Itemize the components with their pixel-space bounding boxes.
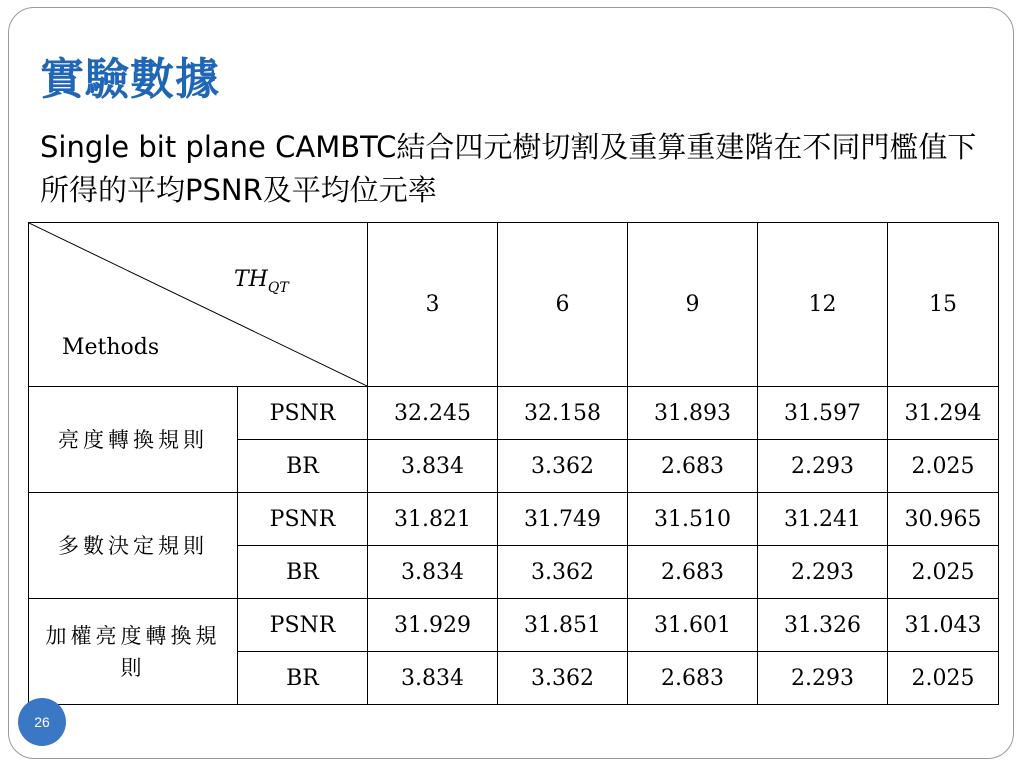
method-name: 加權亮度轉換規則 xyxy=(29,599,238,705)
value-cell: 2.293 xyxy=(758,546,888,599)
column-header: 12 xyxy=(758,223,888,387)
value-cell: 31.851 xyxy=(498,599,628,652)
value-cell: 2.025 xyxy=(888,546,999,599)
diagonal-divider xyxy=(29,223,367,386)
value-cell: 3.834 xyxy=(368,652,498,705)
value-cell: 31.510 xyxy=(628,493,758,546)
methods-axis-label: Methods xyxy=(62,335,160,360)
corner-header-cell xyxy=(29,223,368,387)
value-cell: 31.601 xyxy=(628,599,758,652)
threshold-axis-label: $TH_{QT}$ xyxy=(234,267,289,296)
table-row xyxy=(29,599,999,652)
table-row xyxy=(29,387,999,440)
results-table xyxy=(28,222,999,705)
value-cell: 3.362 xyxy=(498,440,628,493)
value-cell: 3.834 xyxy=(368,440,498,493)
slide-subtitle: Single bit plane CAMBTC結合四元樹切割及重算重建階在不同門檻值下所得的平均PSNR及平均位元率 xyxy=(40,130,977,207)
column-header: 15 xyxy=(888,223,999,387)
metric-name: PSNR xyxy=(238,599,368,652)
value-cell: 3.362 xyxy=(498,546,628,599)
metric-name: BR xyxy=(238,546,368,599)
value-cell: 31.893 xyxy=(628,387,758,440)
value-cell: 31.294 xyxy=(888,387,999,440)
value-cell: 2.025 xyxy=(888,440,999,493)
value-cell: 31.597 xyxy=(758,387,888,440)
value-cell: 31.043 xyxy=(888,599,999,652)
value-cell: 31.749 xyxy=(498,493,628,546)
value-cell: 3.834 xyxy=(368,546,498,599)
value-cell: 32.158 xyxy=(498,387,628,440)
value-cell: 31.821 xyxy=(368,493,498,546)
slide-title: 實驗數據 xyxy=(40,54,220,105)
value-cell: 2.683 xyxy=(628,546,758,599)
table-header-row xyxy=(29,223,999,387)
method-name: 多數決定規則 xyxy=(29,493,238,599)
column-header: 3 xyxy=(368,223,498,387)
metric-name: BR xyxy=(238,652,368,705)
value-cell: 31.326 xyxy=(758,599,888,652)
value-cell: 30.965 xyxy=(888,493,999,546)
method-name: 亮度轉換規則 xyxy=(29,387,238,493)
value-cell: 32.245 xyxy=(368,387,498,440)
value-cell: 31.241 xyxy=(758,493,888,546)
metric-name: PSNR xyxy=(238,387,368,440)
table-row xyxy=(29,493,999,546)
column-header: 6 xyxy=(498,223,628,387)
value-cell: 2.293 xyxy=(758,652,888,705)
value-cell: 31.929 xyxy=(368,599,498,652)
metric-name: PSNR xyxy=(238,493,368,546)
value-cell: 2.025 xyxy=(888,652,999,705)
metric-name: BR xyxy=(238,440,368,493)
value-cell: 3.362 xyxy=(498,652,628,705)
column-header: 9 xyxy=(628,223,758,387)
page-number-badge: 26 xyxy=(18,698,66,746)
value-cell: 2.683 xyxy=(628,652,758,705)
value-cell: 2.683 xyxy=(628,440,758,493)
value-cell: 2.293 xyxy=(758,440,888,493)
